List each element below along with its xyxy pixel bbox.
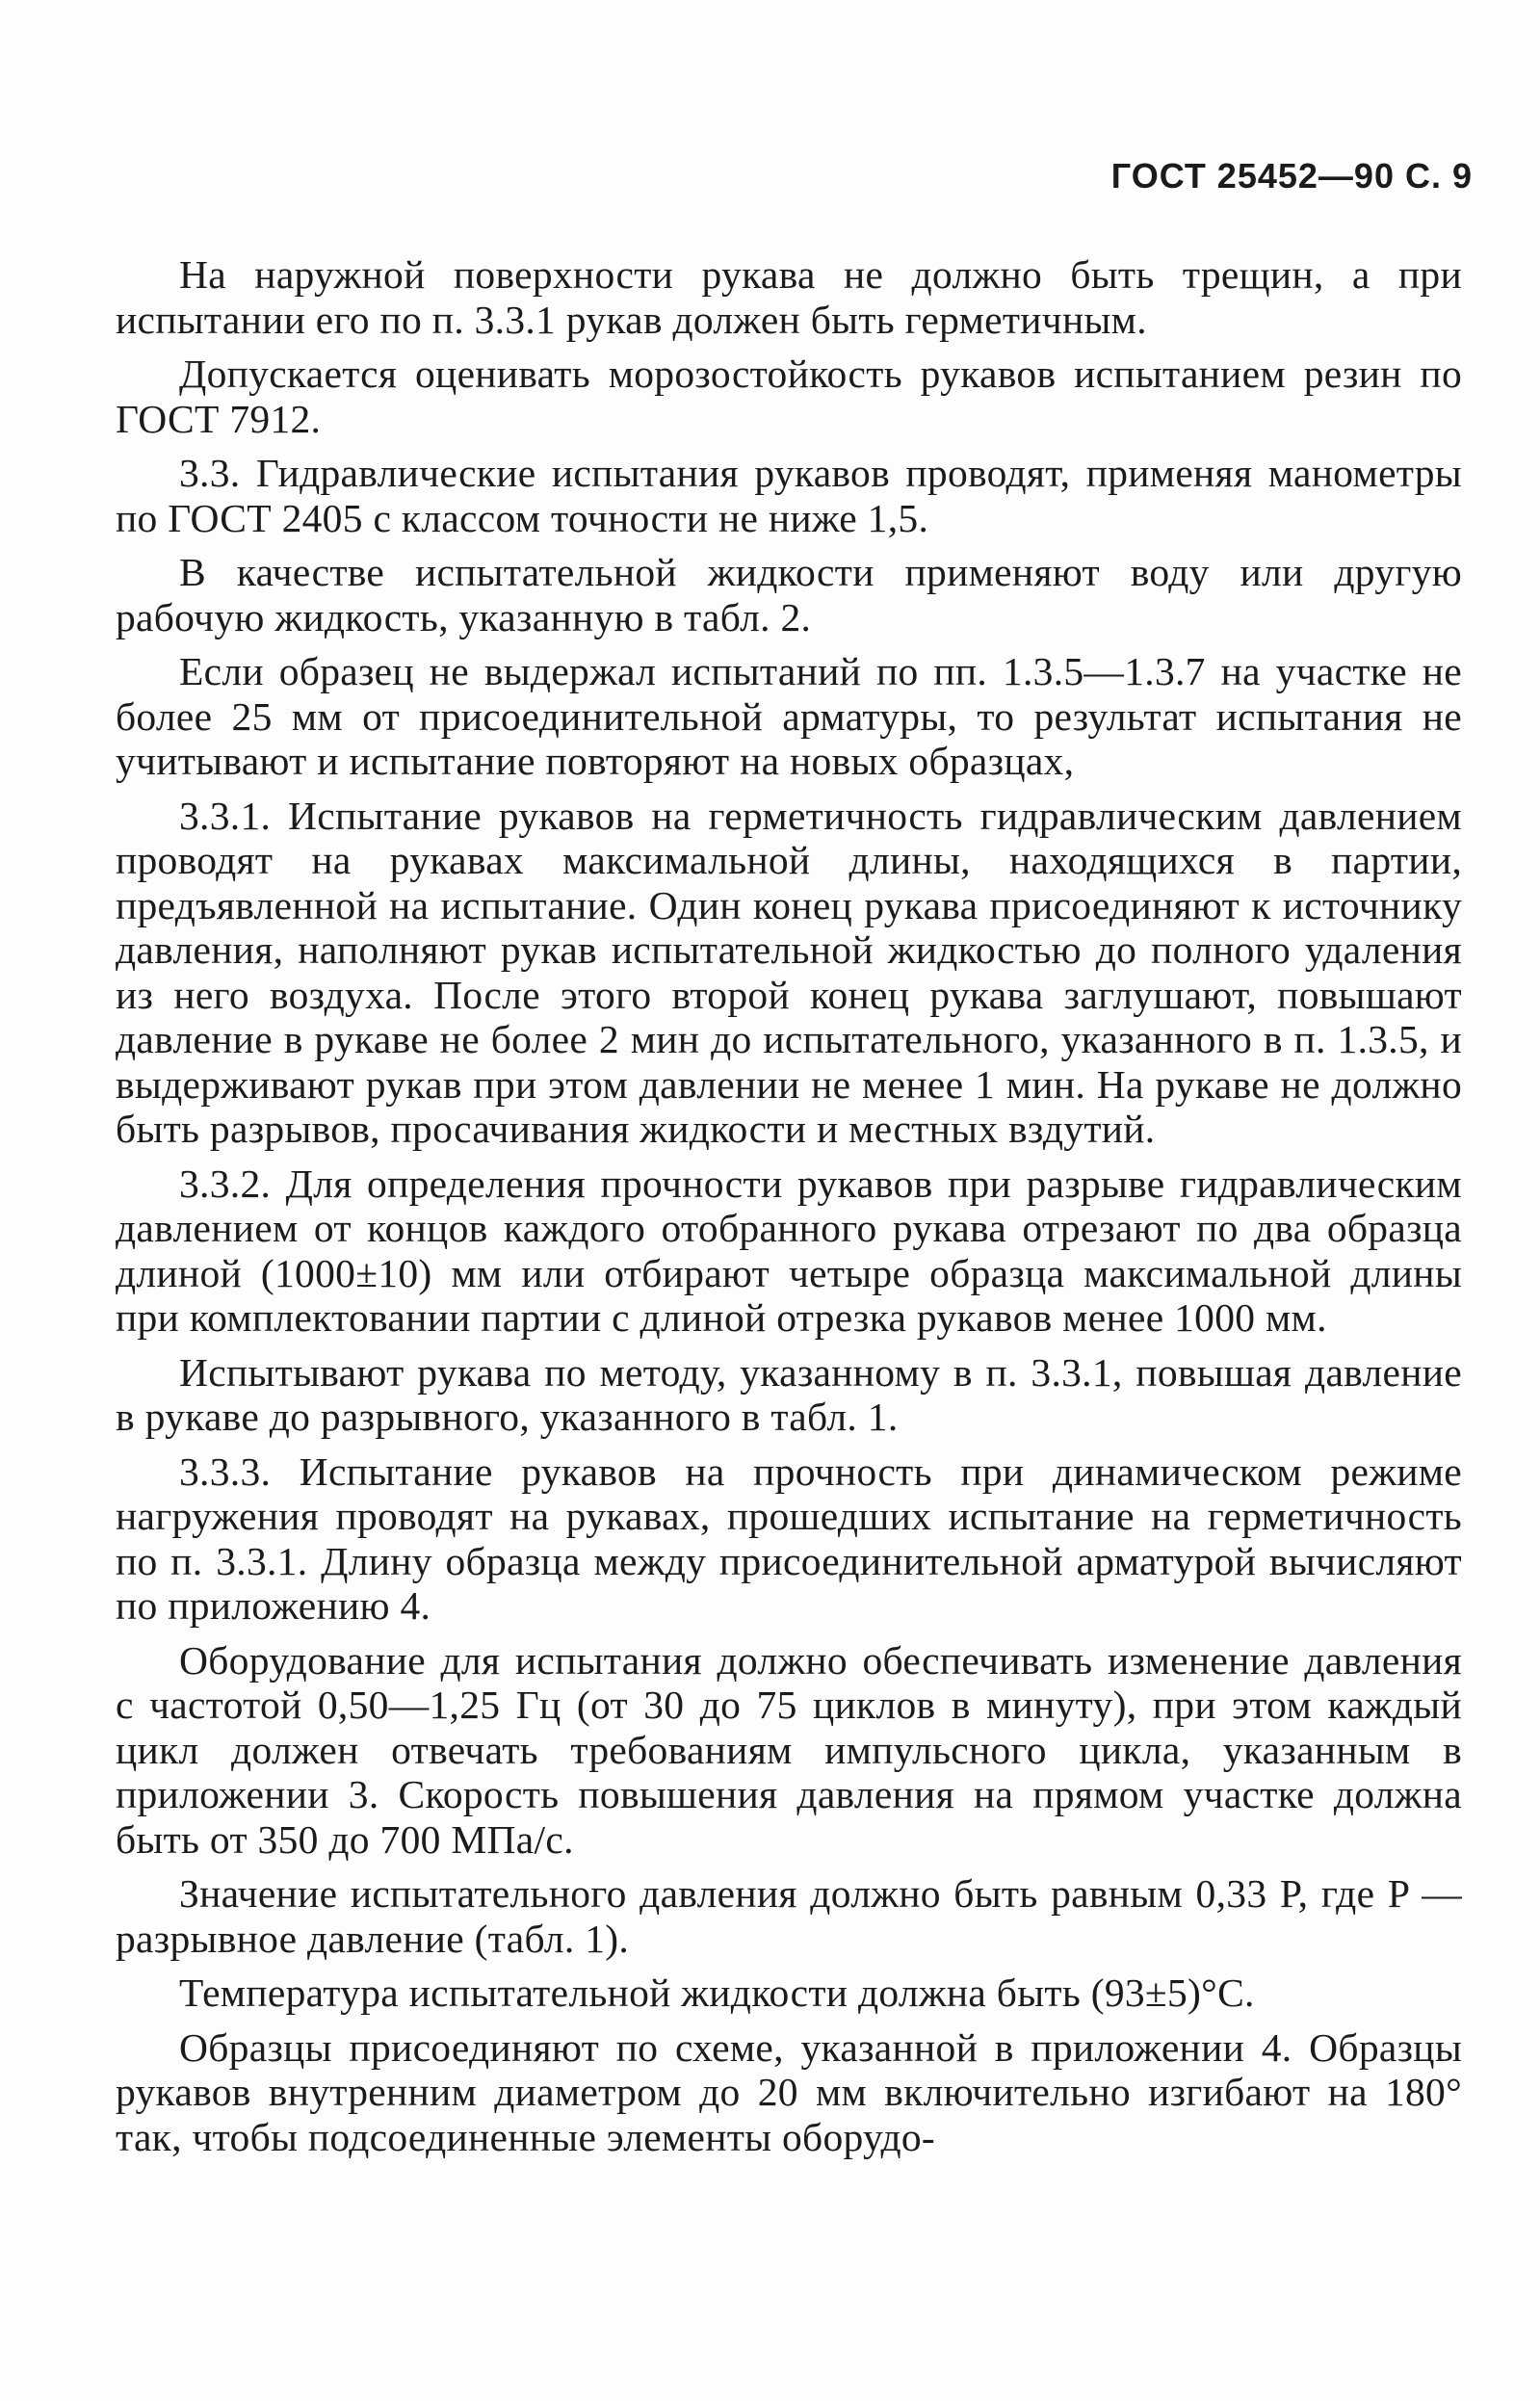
page-header: ГОСТ 25452—90 С. 9 [1110,156,1473,196]
document-body [116,252,1462,2169]
paragraph: 3.3.3. Испытание рукавов на прочность при динамическом режиме нагружения проводят на рукавах, прошедших испытание на герметичность по п. 3.3.1. Длину образца между присоединительной арматурой вычисляют по приложению 4. [116,1448,1462,1628]
paragraph: На наружной поверхности рукава не должно быть трещин, а при испытании его по п. 3.3.1 рукав должен быть герметичным. [116,252,1462,342]
paragraph: 3.3. Гидравлические испытания рукавов проводят, применяя манометры по ГОСТ 2405 с классом точности не ниже 1,5. [116,451,1462,540]
paragraph: Допускается оценивать морозостойкость рукавов испытанием резин по ГОСТ 7912. [116,352,1462,441]
paragraph: Значение испытательного давления должно быть равным 0,33 P, где P — разрывное давление (табл. 1). [116,1871,1462,1961]
paragraph: Температура испытательной жидкости должна быть (93±5)°С. [179,1970,1255,2015]
paragraph: 3.3.2. Для определения прочности рукавов при разрыве гидравлическим давлением от концов каждого отобранного рукава отрезают по два образца длиной (1000±10) мм или отбирают четыре образца максимальной длины при комплектовании партии с длиной отрезка рукавов менее 1000 мм. [116,1161,1462,1340]
paragraph: Если образец не выдержал испытаний по пп. 1.3.5—1.3.7 на участке не более 25 мм от присоединительной арматуры, то результат испытания не учитывают и испытание повторяют на новых образцах, [116,649,1462,783]
paragraph: 3.3.1. Испытание рукавов на герметичность гидравлическим давлением проводят на рукавах максимальной длины, находящихся в партии, предъявленной на испытание. Один конец рукава присоединяют к источнику давления, наполняют рукав испытательной жидкостью до полного удаления из него воздуха. После этого второй конец рукава заглушают, повышают давление в рукаве не более 2 мин до испытательного, указанного в п. 1.3.5, и выдерживают рукав при этом давлении не менее 1 мин. На рукаве не должно быть разрывов, просачивания жидкости и местных вздутий. [116,793,1462,1151]
paragraph: В качестве испытательной жидкости применяют воду или другую рабочую жидкость, указанную в табл. 2. [116,550,1462,639]
paragraph: Оборудование для испытания должно обеспечивать изменение давления с частотой 0,50—1,25 Гц (от 30 до 75 циклов в минуту), при этом каждый цикл должен отвечать требованиям импульсного цикла, указанным в приложении 3. Скорость повышения давления на прямом участке должна быть от 350 до 700 МПа/с. [116,1637,1462,1862]
paragraph: Испытывают рукава по методу, указанному в п. 3.3.1, повышая давление в рукаве до разрывного, указанного в табл. 1. [116,1349,1462,1439]
paragraph: Образцы присоединяют по схеме, указанной в приложении 4. Образцы рукавов внутренним диаметром до 20 мм включительно изгибают на 180° так, чтобы подсоединенные элементы оборудо- [116,2024,1462,2159]
